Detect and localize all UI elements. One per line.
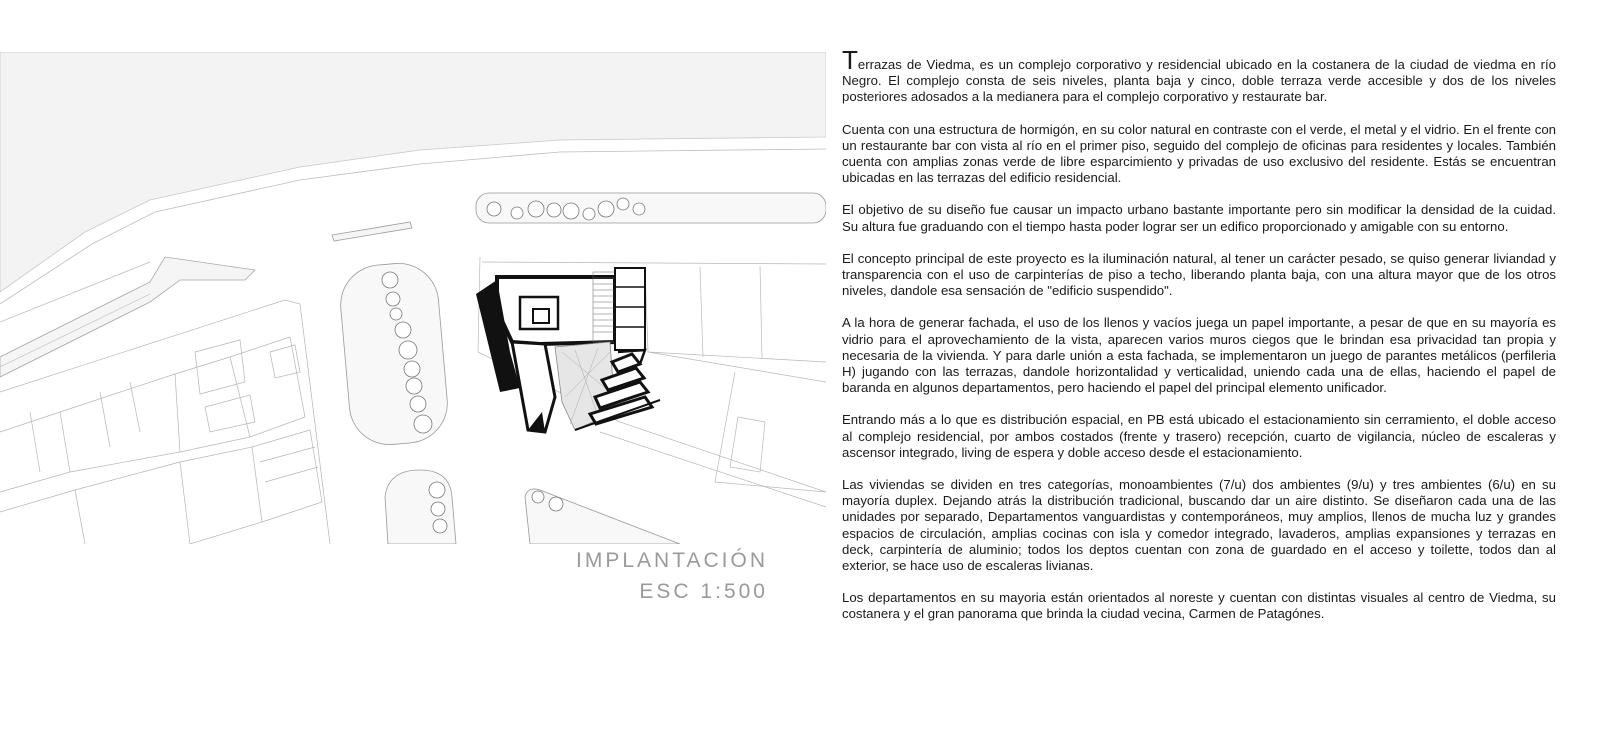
- tree-island-left: [337, 260, 450, 448]
- drawing-title: IMPLANTACIÓN: [576, 549, 768, 572]
- tree-island-bottom: [385, 470, 456, 544]
- paragraph-facade: A la hora de generar fachada, el uso de los llenos y vacíos juega un papel importante, a pesar de que en su mayoría es vidrio para el aprovechamiento de la vista, aparecen varios muros ciegos que le brindan esa privacidad tan propia y necesaria de la vivienda. Y para darle unión a esta fachada, se implementaron un juego de parantes metálicos (perfileria H) jugando con las terrazas, dandole horizontalidad y verticalidad, uniendo cada una de ellas, haciendo el papel de baranda en algunos departamentos, pero haciendo el papel del principal elemento unificador.: [842, 315, 1556, 396]
- paragraph-objective: El objetivo de su diseño fue causar un impacto urbano bastante importante pero sin modificar la densidad de la cuidad. Su altura fue graduando con el tiempo hasta poder lograr ser un edifico proporcionado y amigable con su entorno.: [842, 202, 1556, 234]
- project-description: [842, 45, 1556, 639]
- paragraph-distribution: Entrando más a lo que es distribución espacial, en PB está ubicado el estacionamiento sin cerramiento, el doble acceso al complejo residencial, por ambos costados (frente y trasero) recepción, cuarto de vigilancia, núcleo de escaleras y ascensor integrado, living de espera y doble acceso desde el estacionamiento.: [842, 412, 1556, 460]
- paragraph-orientation: Los departamentos en su mayoria están orientados al noreste y cuentan con distintas visuales al centro de Viedma, su costanera y el gran panorama que brinda la ciudad vecina, Carmen de Patagónes.: [842, 590, 1556, 622]
- paragraph-intro: Terrazas de Viedma, es un complejo corporativo y residencial ubicado en la costanera de la ciudad de viedma en río Negro. El complejo consta de seis niveles, planta baja y cinco, doble terraza verde accesible y dos de los niveles posteriores adosados a la medianera para el complejo corporativo y restaurate bar.: [842, 45, 1556, 105]
- paragraph-structure: Cuenta con una estructura de hormigón, en su color natural en contraste con el verde, el metal y el vidrio. En el frente con un restaurante bar con vista al río en el primer piso, seguido del complejo de oficinas para residentes y locales. También cuenta con amplias zonas verde de libre esparcimiento y privadas de uso exclusivo del residente. Estás se encuentran ubicadas en las terrazas del edificio residencial.: [842, 121, 1556, 186]
- site-plan-drawing: [0, 52, 826, 544]
- paragraph-units: Las viviendas se dividen en tres categorías, monoambientes (7/u) dos ambientes (9/u) y tres ambientes (6/u) en su mayoría duplex. Dejando atrás la distribución tradicional, buscando dar un aire distinto. Se diseñaron cada una de las unidades por separado, Departamentos vanguardistas y contemporáneos, muy amplios, llenos de mucha luz y grandes espacios de circulación, amplias cocinas con isla y comedor integrado, lavaderos, amplias expansiones y terrazas en deck, carpintería de aluminio; todos los deptos cuentan con zona de guardado en el acceso y toilette, todos dan al exterior, se hace uso de escaleras livianas.: [842, 477, 1556, 574]
- paragraph-concept: El concepto principal de este proyecto es la iluminación natural, al tener un carácter pesado, se quiso generar liviandad y transparencia con el uso de carpinterías de piso a techo, liberando planta baja, con una altura mayor que de los otros niveles, dandole esa sensación de "edificio suspendido".: [842, 250, 1556, 299]
- drawing-scale: ESC 1:500: [639, 580, 768, 603]
